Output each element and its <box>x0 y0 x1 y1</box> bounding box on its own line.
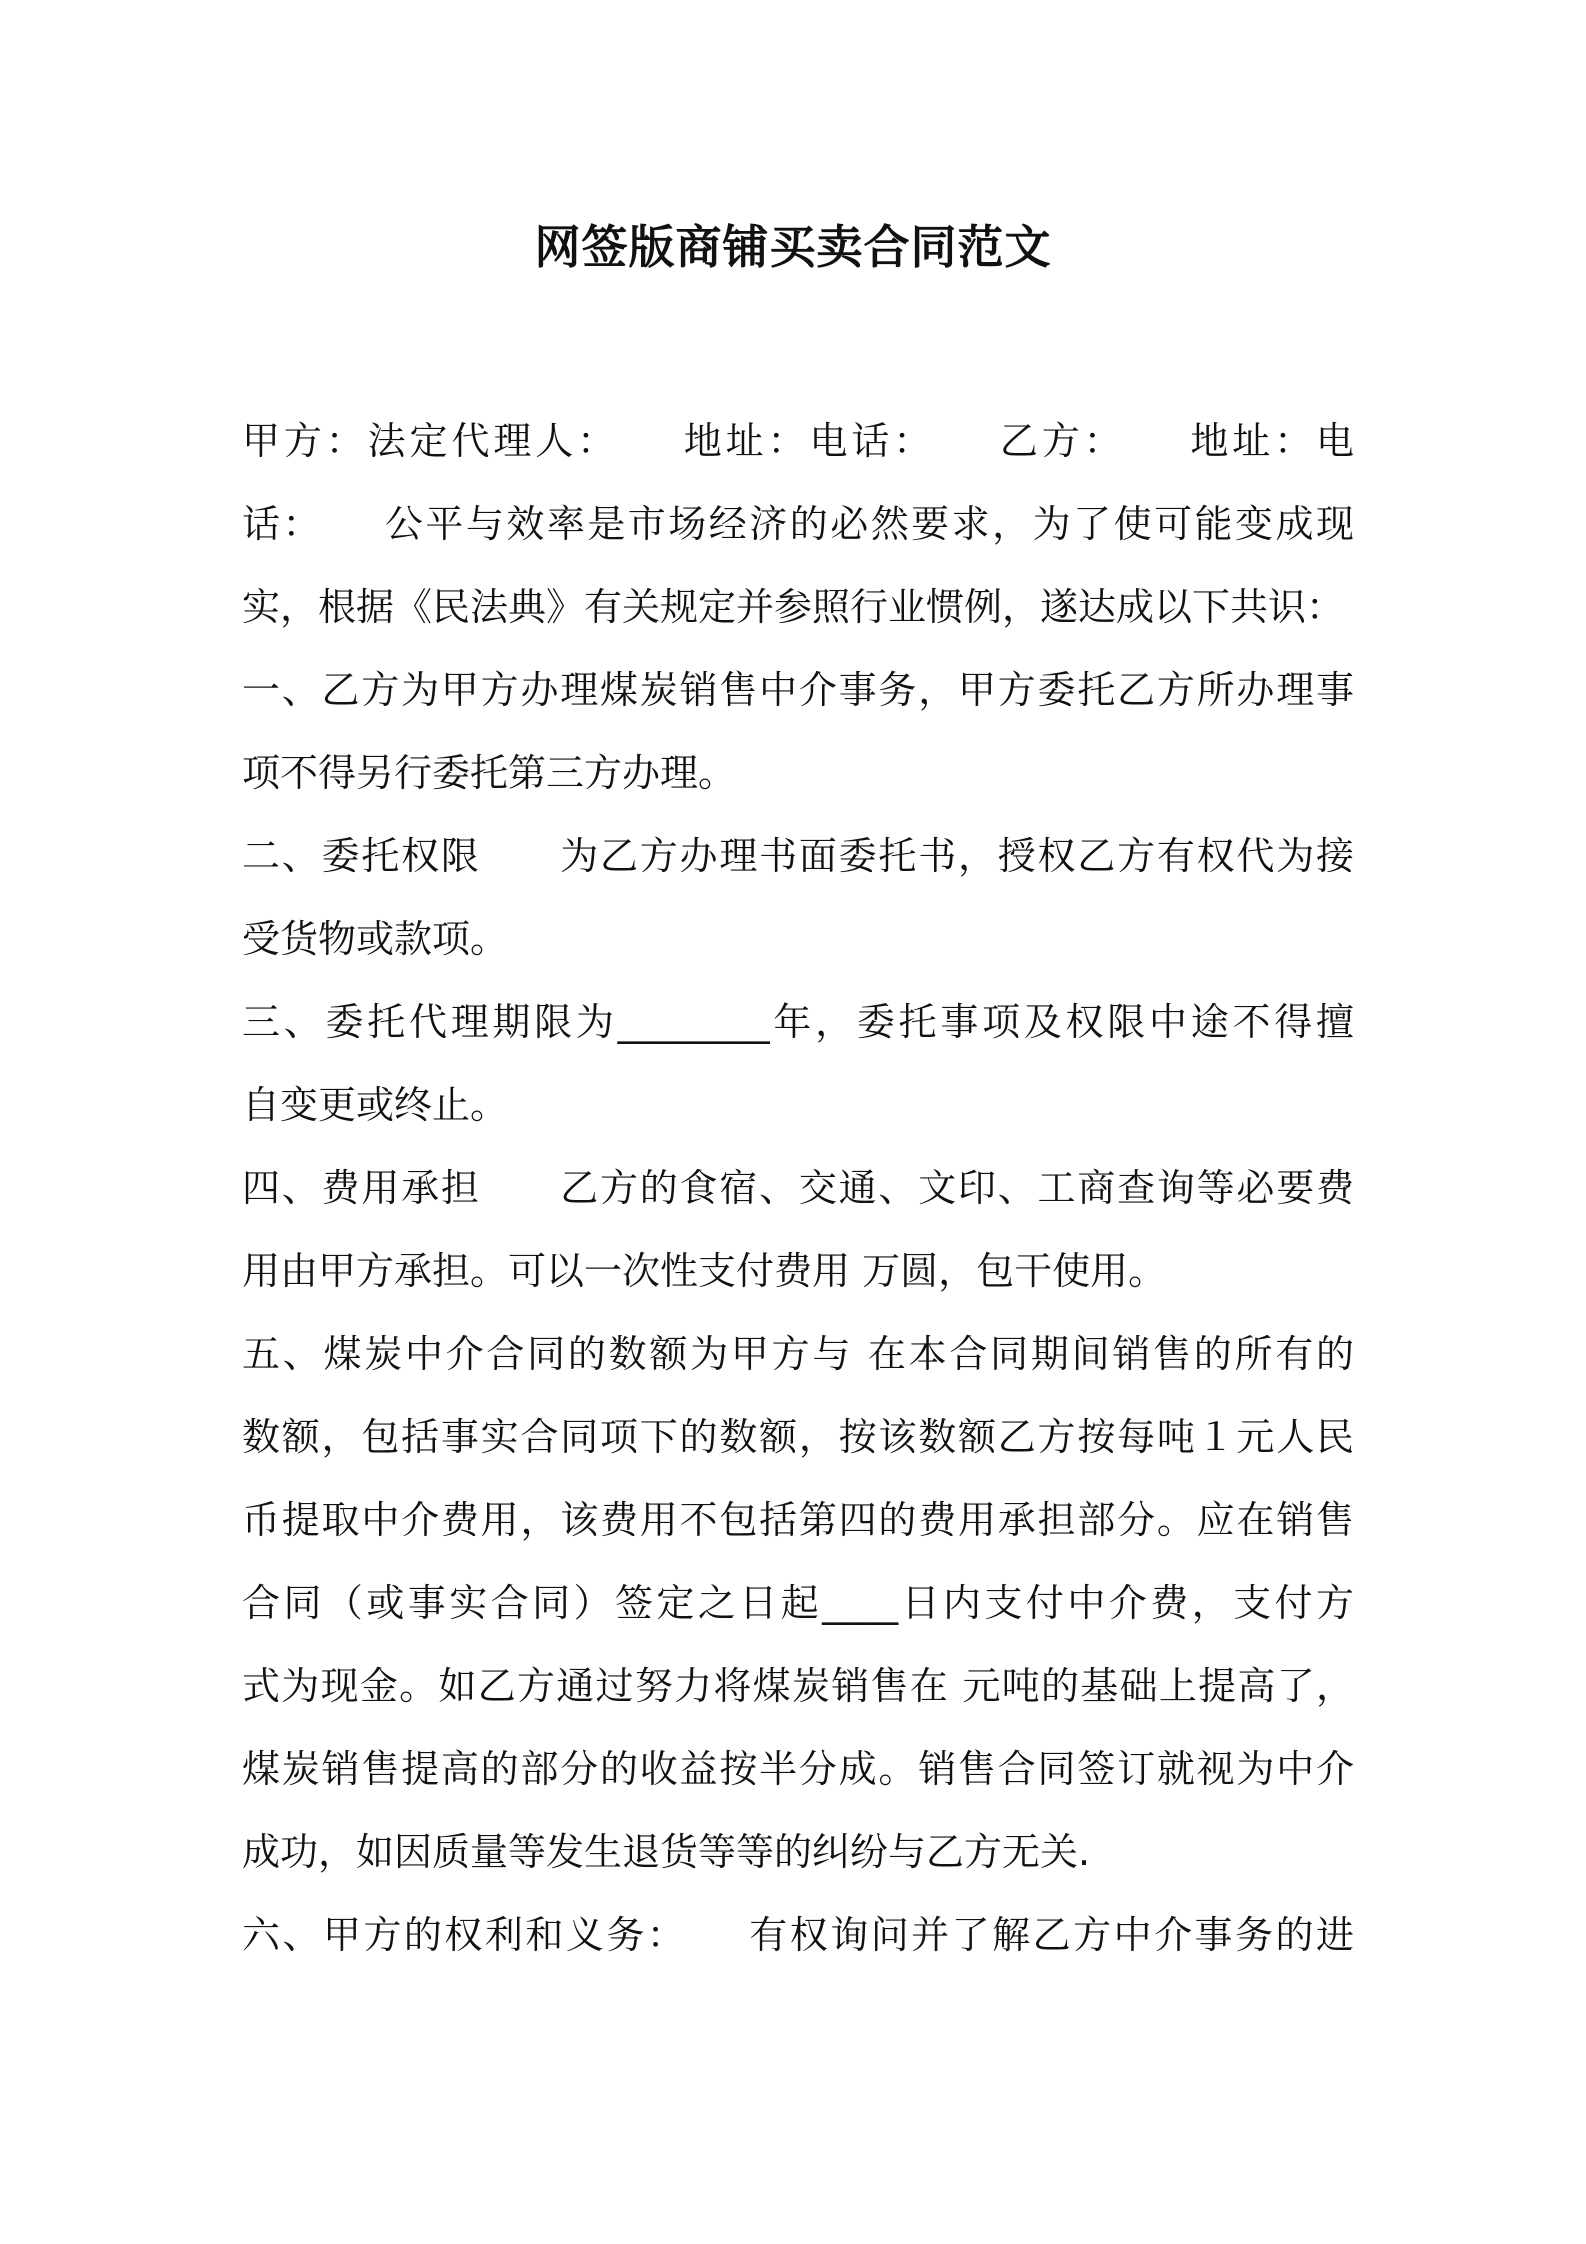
clause-5-line: 合同（或事实合同）签定之日起____日内支付中介费，支付方 <box>242 1581 1354 1625</box>
text-line: 话： 公平与效率是市场经济的必然要求，为了使可能变成现 <box>242 502 1354 546</box>
clause-4-line: 四、费用承担 乙方的食宿、交通、文印、工商查询等必要费 <box>242 1166 1354 1210</box>
clause-5-line: 币提取中介费用，该费用不包括第四的费用承担部分。应在销售 <box>242 1498 1354 1542</box>
clause-6-line: 六、甲方的权利和义务： 有权询问并了解乙方中介事务的进 <box>242 1913 1354 1957</box>
clause-3-line: 三、委托代理期限为________年，委托事项及权限中途不得擅 <box>242 1000 1354 1044</box>
clause-5-line: 数额，包括事实合同项下的数额，按该数额乙方按每吨１元人民 <box>242 1415 1354 1459</box>
clause-4-line: 用由甲方承担。可以一次性支付费用 万圆，包干使用。 <box>242 1249 1167 1293</box>
clause-5-line: 煤炭销售提高的部分的收益按半分成。销售合同签订就视为中介 <box>242 1747 1354 1791</box>
document-body <box>242 400 1354 1977</box>
clause-2-line: 受货物或款项。 <box>242 917 509 961</box>
clause-5-line: 五、煤炭中介合同的数额为甲方与 在本合同期间销售的所有的 <box>242 1332 1354 1376</box>
clause-2-line: 二、委托权限 为乙方办理书面委托书，授权乙方有权代为接 <box>242 834 1354 878</box>
document-title: 网签版商铺买卖合同范文 <box>534 220 1052 274</box>
text-line: 甲方：法定代理人： 地址：电话： 乙方： 地址：电 <box>242 419 1354 463</box>
clause-5-line: 成功，如因质量等发生退货等等的纠纷与乙方无关. <box>242 1830 1091 1874</box>
text-line: 实，根据《民法典》有关规定并参照行业惯例，遂达成以下共识： <box>242 585 1345 629</box>
clause-1-line: 一、乙方为甲方办理煤炭销售中介事务，甲方委托乙方所办理事 <box>242 668 1354 712</box>
clause-1-line: 项不得另行委托第三方办理。 <box>242 751 737 795</box>
clause-3-line: 自变更或终止。 <box>242 1083 509 1127</box>
clause-5-line: 式为现金。如乙方通过努力将煤炭销售在 元吨的基础上提高了， <box>242 1664 1354 1708</box>
